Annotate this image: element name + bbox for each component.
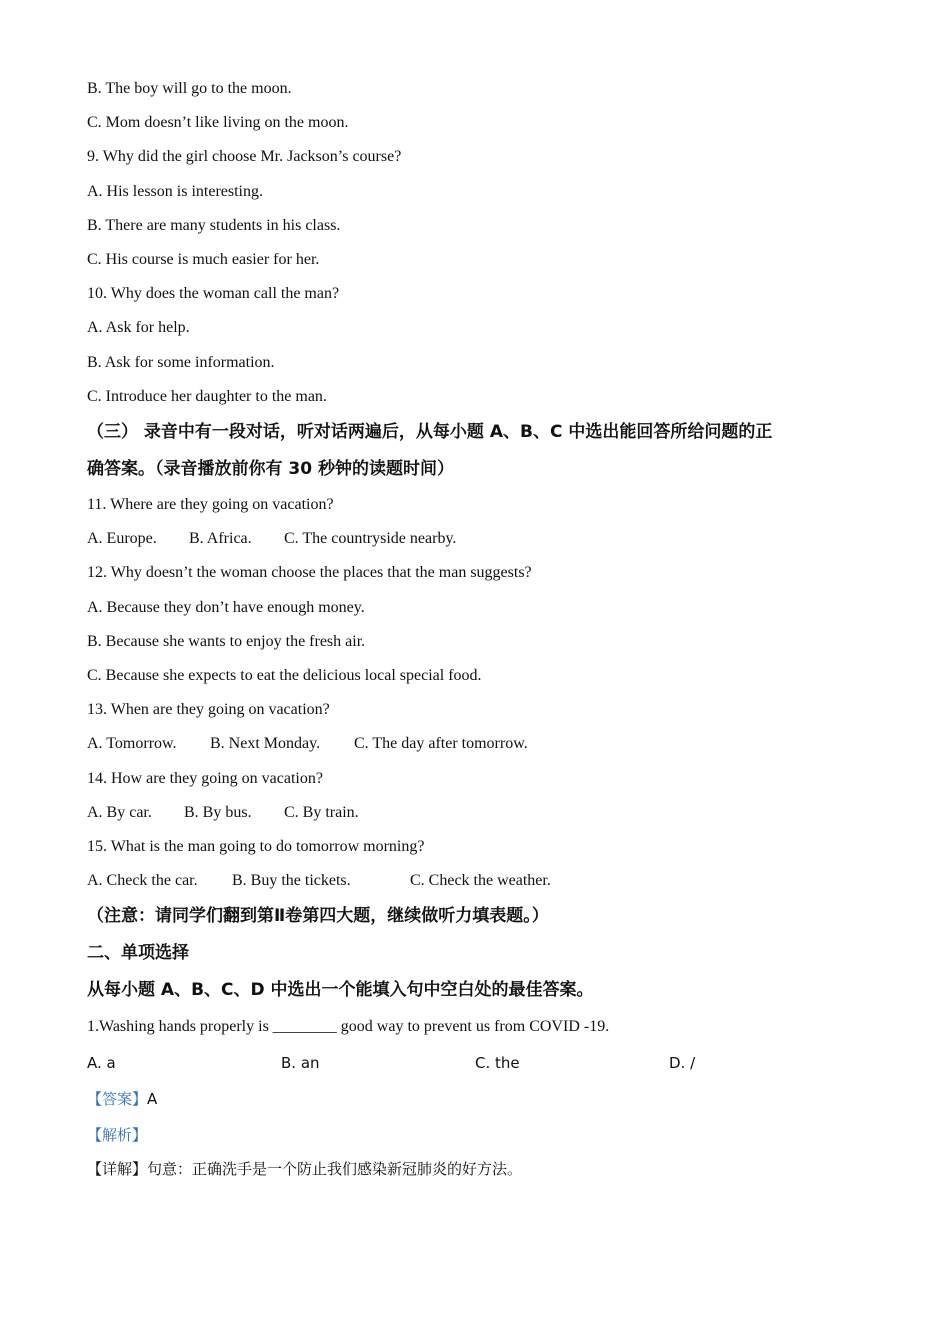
question-15-options [87,864,867,898]
answer-line [87,1081,867,1118]
question-11: 11. Where are they going on vacation? [87,496,334,514]
section-3-heading: （三） 录音中有一段对话，听对话两遍后，从每小题 A、B、C 中选出能回答所给问题的正 [87,422,773,443]
option-b: B. There are many students in his class. [87,216,341,234]
option-b: B. Buy the tickets. [232,872,351,890]
question-14: 14. How are they going on vacation? [87,769,323,787]
mc-question-1: 1.Washing hands properly is ________ good way to prevent us from COVID -19. [87,1018,610,1036]
option-a: A. By car. [87,803,152,821]
option-a: A. a [87,1054,116,1073]
question-15: 15. What is the man going to do tomorrow morning? [87,838,425,856]
listening-note: （注意：请同学们翻到第Ⅱ卷第四大题，继续做听力填表题。） [87,906,549,927]
option-c: C. His course is much easier for her. [87,251,320,269]
part-2-instructions: 从每小题 A、B、C、D 中选出一个能填入句中空白处的最佳答案。 [87,980,594,1001]
document-page [87,72,867,1186]
option-a: A. Check the car. [87,872,198,890]
option-c: C. By train. [284,803,359,821]
option-b: B. Next Monday. [210,735,321,753]
option-c: C. Because she expects to eat the delicious local special food. [87,667,482,685]
question-10: 10. Why does the woman call the man? [87,285,340,303]
option-a: A. Ask for help. [87,319,190,337]
answer-label: 【答案】 [87,1090,148,1109]
option-a: A. His lesson is interesting. [87,182,263,200]
option-b: B. Because she wants to enjoy the fresh air. [87,632,366,650]
analysis-label: 【解析】 [87,1126,148,1145]
option-b: B. Ask for some information. [87,353,275,371]
option-b: B. By bus. [184,803,252,821]
question-14-options [87,796,867,830]
detail-explanation: 【详解】句意：正确洗手是一个防止我们感染新冠肺炎的好方法。 [87,1160,523,1179]
question-11-options [87,522,867,556]
option-b: B. Africa. [189,530,252,548]
option-b: B. an [281,1054,320,1073]
section-3-heading-cont: 确答案。（录音播放前你有 30 秒钟的读题时间） [87,459,454,480]
text-line: C. Mom doesn’t like living on the moon. [87,114,349,132]
question-13-options [87,727,867,761]
option-c: C. The day after tomorrow. [354,735,528,753]
option-d: D. / [669,1054,696,1073]
option-a: A. Europe. [87,530,157,548]
option-c: C. Introduce her daughter to the man. [87,387,327,405]
mc-question-1-options [87,1045,867,1081]
option-a: A. Because they don’t have enough money. [87,598,365,616]
option-c: C. the [475,1054,520,1073]
text-line: B. The boy will go to the moon. [87,80,292,97]
option-a: A. Tomorrow. [87,735,177,753]
option-c: C. The countryside nearby. [284,530,457,548]
part-2-title: 二、单项选择 [87,943,189,964]
question-13: 13. When are they going on vacation? [87,701,330,719]
option-c: C. Check the weather. [410,872,551,890]
answer-value: A [147,1090,158,1109]
question-9: 9. Why did the girl choose Mr. Jackson’s course? [87,148,402,166]
question-12: 12. Why doesn’t the woman choose the places that the man suggests? [87,564,532,582]
